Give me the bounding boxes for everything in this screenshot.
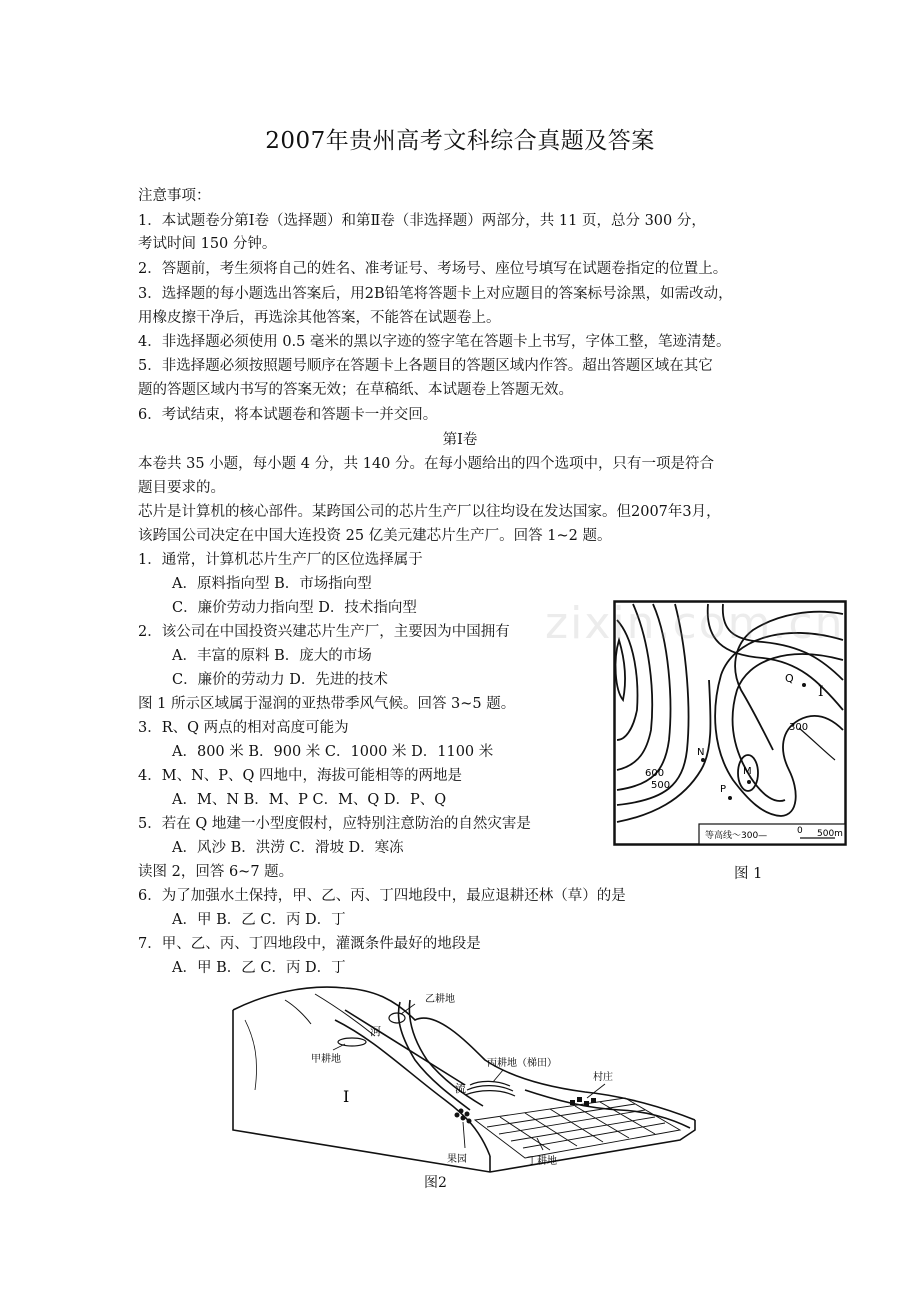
figure2-intro: 读图 2，回答 6~7 题。 bbox=[138, 864, 294, 880]
question-1: 1．通常，计算机芯片生产厂的区位选择属于 bbox=[138, 552, 423, 568]
figure1-caption: 图 1 bbox=[734, 866, 763, 882]
figure1-intro: 图 1 所示区域属于湿润的亚热带季风气候。回答 3~5 题。 bbox=[138, 696, 516, 712]
label-river-he: 河 bbox=[370, 1025, 381, 1038]
hillside-line bbox=[315, 994, 375, 1036]
question-2-options-a: A．丰富的原料 B．庞大的市场 bbox=[172, 648, 372, 664]
section-intro-line: 本卷共 35 小题，每小题 4 分，共 140 分。在每小题给出的四个选项中，只有一项是符合 bbox=[138, 456, 715, 472]
label-p: P bbox=[720, 784, 727, 795]
point-p-marker bbox=[728, 796, 732, 800]
question-6-options: A．甲 B．乙 C．丙 D．丁 bbox=[172, 912, 346, 928]
label-q: Q bbox=[785, 672, 794, 685]
question-2-options-b: C．廉价的劳动力 D．先进的技术 bbox=[172, 672, 388, 688]
figure2-block-diagram bbox=[225, 980, 697, 1180]
question-4: 4．M、N、P、Q 四地中，海拔可能相等的两地是 bbox=[138, 768, 463, 784]
label-orchard: 果园 bbox=[447, 1154, 467, 1165]
field-grid bbox=[475, 1098, 680, 1158]
label-jia-field: 甲耕地 bbox=[311, 1054, 341, 1065]
question-1-options-b: C．廉价劳动力指向型 D．技术指向型 bbox=[172, 600, 417, 616]
figure2-caption: 图2 bbox=[424, 1175, 447, 1191]
question-4-options: A．M、N B．M、P C．M、Q D．P、Q bbox=[172, 792, 447, 808]
notice-line: 3．选择题的每小题选出答案后，用2B铅笔将答题卡上对应题目的答案标号涂黑，如需改动， bbox=[138, 286, 733, 302]
label-roman-one: I bbox=[818, 684, 824, 700]
jia-plot bbox=[338, 1038, 366, 1046]
label-yi-field: 乙耕地 bbox=[425, 994, 455, 1005]
page-title: 2007年贵州高考文科综合真题及答案 bbox=[265, 128, 655, 154]
hillside-line bbox=[245, 1020, 257, 1090]
notice-heading: 注意事项： bbox=[138, 188, 211, 204]
notice-line: 考试时间 150 分钟。 bbox=[138, 236, 277, 252]
label-contour-300: 300 bbox=[789, 722, 809, 733]
question-6: 6．为了加强水土保持，甲、乙、丙、丁四地段中，最应退耕还林（草）的是 bbox=[138, 888, 626, 904]
point-q-marker bbox=[802, 683, 806, 687]
leader-cun bbox=[587, 1084, 605, 1098]
notice-line: 2．答题前，考生须将自己的姓名、准考证号、考场号、座位号填写在试题卷指定的位置上。 bbox=[138, 261, 728, 277]
question-3-options: A．800 米 B．900 米 C．1000 米 D．1100 米 bbox=[172, 744, 494, 760]
notice-line: 题的答题区域内书写的答案无效；在草稿纸、本试题卷上答题无效。 bbox=[138, 382, 573, 398]
point-n-marker bbox=[701, 758, 705, 762]
section-intro-line: 该跨国公司决定在中国大连投资 25 亿美元建芯片生产厂。回答 1~2 题。 bbox=[138, 528, 612, 544]
label-river-liu: 流 bbox=[455, 1082, 466, 1095]
yi-plot bbox=[389, 1013, 405, 1023]
label-contour-600: 600 bbox=[645, 768, 665, 779]
question-1-options-a: A．原料指向型 B．市场指向型 bbox=[172, 576, 372, 592]
question-2: 2．该公司在中国投资兴建芯片生产厂，主要因为中国拥有 bbox=[138, 624, 510, 640]
leader-bing bbox=[493, 1070, 503, 1082]
block-top-ridge bbox=[233, 987, 695, 1120]
label-ding-field: 丁耕地 bbox=[527, 1156, 557, 1167]
leader-jia bbox=[333, 1044, 345, 1050]
notice-line: 4．非选择题必须使用 0.5 毫米的黑以字迹的签字笔在答题卡上书写，字体工整，笔迹清楚。 bbox=[138, 334, 731, 350]
leader-guoyuan bbox=[463, 1122, 465, 1148]
label-n: N bbox=[697, 747, 705, 758]
label-roman-one: I bbox=[343, 1087, 350, 1106]
terraces bbox=[465, 1081, 515, 1096]
question-7: 7．甲、乙、丙、丁四地段中，灌溉条件最好的地段是 bbox=[138, 936, 481, 952]
notice-line: 1．本试题卷分第Ⅰ卷（选择题）和第Ⅱ卷（非选择题）两部分，共 11 页，总分 300 分， bbox=[138, 213, 706, 229]
question-5: 5．若在 Q 地建一小型度假村，应特别注意防治的自然灾害是 bbox=[138, 816, 531, 832]
question-3: 3．R、Q 两点的相对高度可能为 bbox=[138, 720, 349, 736]
scale-length: 500m bbox=[817, 829, 843, 839]
label-m: M bbox=[743, 766, 752, 777]
river-line bbox=[409, 1000, 483, 1106]
watermark: zixin.com.cn bbox=[545, 598, 845, 649]
label-village: 村庄 bbox=[593, 1072, 613, 1083]
leader-ding bbox=[537, 1138, 543, 1150]
label-contour-500: 500 bbox=[651, 780, 671, 791]
notice-line: 6．考试结束，将本试题卷和答题卡一并交回。 bbox=[138, 407, 438, 423]
label-bing-field: 丙耕地（梯田） bbox=[487, 1058, 557, 1069]
question-5-options: A．风沙 B．洪涝 C．滑坡 D．寒冻 bbox=[172, 840, 404, 856]
section-heading: 第Ⅰ卷 bbox=[442, 432, 478, 448]
hillside-line bbox=[335, 1020, 490, 1156]
section-intro-line: 芯片是计算机的核心部件。某跨国公司的芯片生产厂以往均设在发达国家。但2007年3月， bbox=[138, 504, 721, 520]
notice-line: 用橡皮擦干净后，再选涂其他答案，不能答在试题卷上。 bbox=[138, 310, 501, 326]
point-m-marker bbox=[747, 780, 751, 784]
hillside-line bbox=[285, 1000, 311, 1024]
notice-line: 5．非选择题必须按照题号顺序在答题卡上各题目的答题区域内作答。超出答题区域在其它 bbox=[138, 358, 713, 374]
section-intro-line: 题目要求的。 bbox=[138, 480, 225, 496]
scale-zero: 0 bbox=[797, 826, 803, 836]
hillside-line bbox=[345, 1010, 465, 1085]
question-7-options: A．甲 B．乙 C．丙 D．丁 bbox=[172, 960, 346, 976]
legend-text: 等高线～300— bbox=[705, 831, 768, 841]
